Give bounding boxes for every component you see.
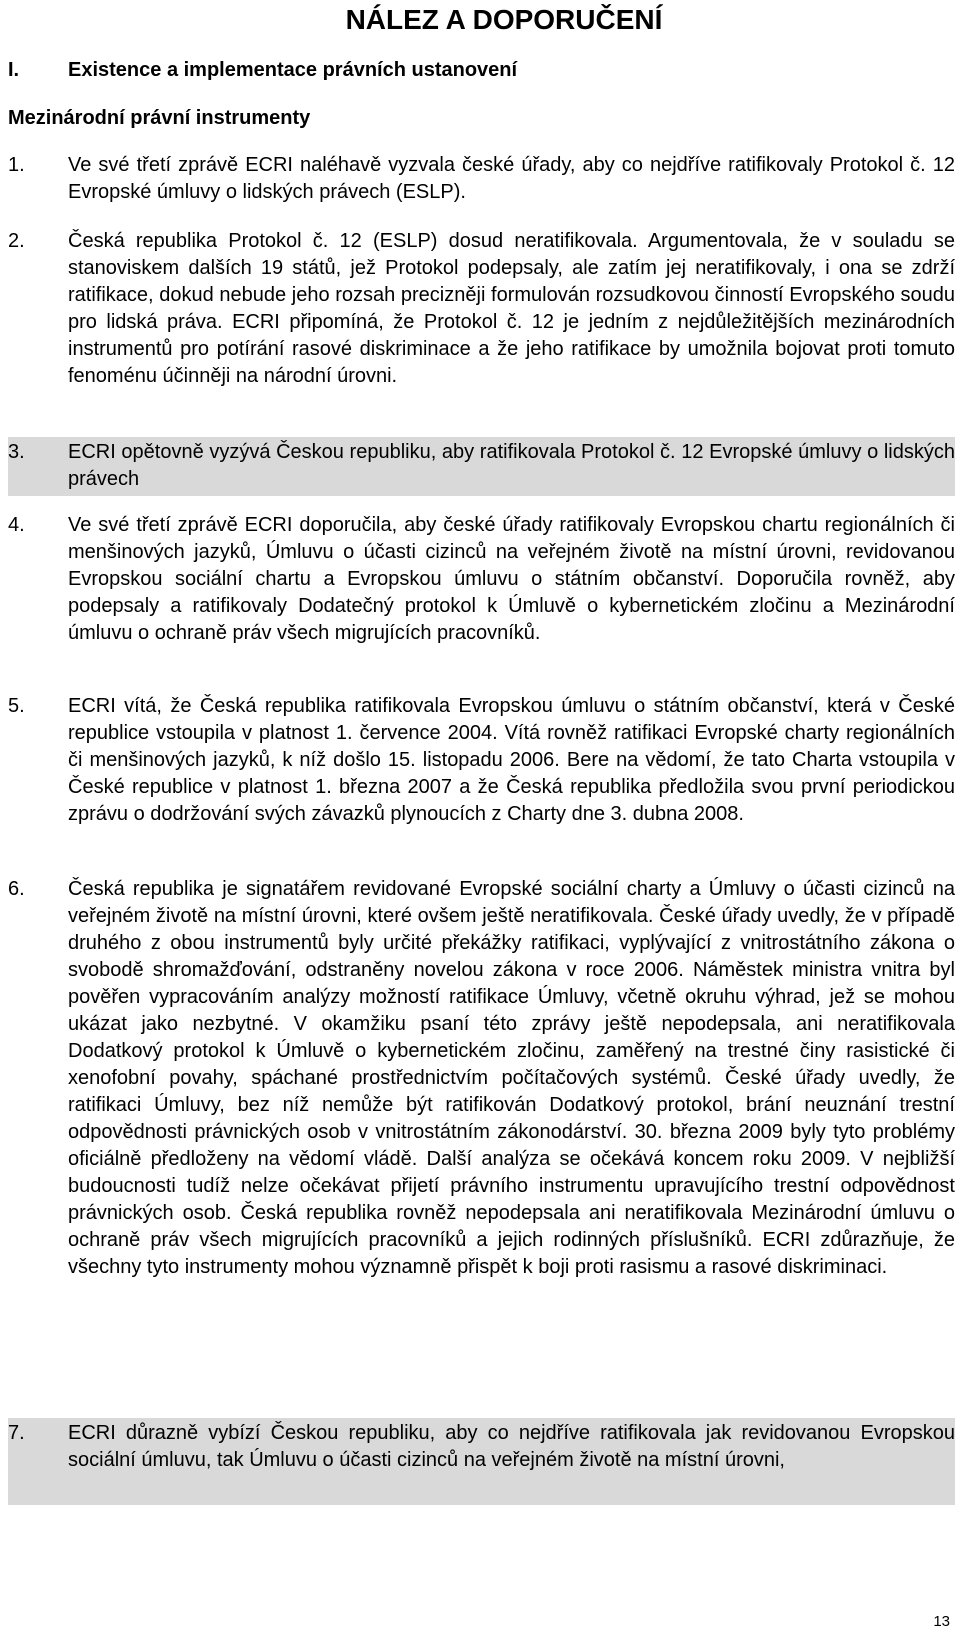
paragraph-number: 1. [8, 154, 25, 176]
paragraph-number: 2. [8, 230, 25, 252]
section-number: I. [8, 59, 20, 81]
paragraph-text: ECRI důrazně vybízí Českou republiku, aby co nejdříve ratifikovala jak revidovanou Evropskou sociální úmluvu, tak Úmluvu o účasti cizinců na veřejném životě na místní úrovni, [68, 1422, 955, 1471]
paragraph-text: ECRI opětovně vyzývá Českou republiku, aby ratifikovala Protokol č. 12 Evropské úmluvy o lidských právech [68, 441, 955, 490]
paragraph-3-recommendation [8, 437, 955, 496]
paragraph-number: 5. [8, 695, 25, 717]
paragraph-2 [8, 228, 955, 390]
subsection-heading: Mezinárodní právní instrumenty [8, 107, 311, 129]
page-title: NÁLEZ A DOPORUČENÍ [345, 4, 663, 35]
paragraph-number: 6. [8, 878, 25, 900]
section-heading [8, 55, 517, 85]
paragraph-5 [8, 693, 955, 828]
paragraph-7-recommendation [8, 1418, 955, 1505]
section-label: Existence a implementace právních ustanovení [68, 59, 518, 81]
paragraph-4 [8, 512, 955, 647]
paragraph-number: 7. [8, 1422, 25, 1444]
paragraph-6 [8, 876, 955, 1281]
paragraph-text: Ve své třetí zprávě ECRI naléhavě vyzvala české úřady, aby co nejdříve ratifikovaly Protokol č. 12 Evropské úmluvy o lidských právech (ESLP). [68, 154, 955, 203]
paragraph-text: Česká republika je signatářem revidované Evropské sociální charty a Úmluvy o účasti cizinců na veřejném životě na místní úrovni, které ovšem ještě neratifikovala. České úřady uvedly, že v případě druhého z obou instrumentů byly určité překážky ratifikaci, vyplývající z vnitrostátního zákona o svobodě shromažďování, odstraněny novelou zákona v roce 2006. Náměstek ministra vnitra byl pověřen vypracováním analýzy možností ratifikace Úmluvy, včetně okruhu výhrad, jež se mohou ukázat jako nezbytné. V okamžiku psaní této zprávy ještě nepodepsala, ani neratifikovala Dodatkový protokol k Úmluvě o kybernetickém zločinu, zaměřený na trestné činy rasistické či xenofobní povahy, spáchané prostřednictvím počítačových systémů. České úřady uvedly, že ratifikaci Úmluvy, bez níž nemůže být ratifikován Dodatkový protokol, brání neuznání trestní odpovědnosti právnických osob v vnitrostátním zákonodárství. 30. března 2009 byly tyto problémy oficiálně předloženy na vědomí vládě. Další analýza se očekává koncem roku 2009. V nejbližší budoucnosti tudíž nelze očekávat přijetí právního instrumentu upravujícího trestní odpovědnost právnických osob. Česká republika rovněž nepodepsala ani neratifikovala Mezinárodní úmluvu o ochraně práv všech migrujících pracovníků a jejich rodinných příslušníků. ECRI zdůrazňuje, že všechny tyto instrumenty mohou významně přispět k boji proti rasismu a rasové diskriminaci. [68, 878, 955, 1278]
paragraph-1 [8, 152, 955, 206]
paragraph-text: Ve své třetí zprávě ECRI doporučila, aby české úřady ratifikovaly Evropskou chartu regionálních či menšinových jazyků, Úmluvu o účasti cizinců na veřejném životě na místní úrovni, revidovanou Evropskou sociální chartu a Evropskou úmluvu o státním občanství. Doporučila rovněž, aby podepsaly a ratifikovaly Dodatečný protokol k Úmluvě o kybernetickém zločinu a Mezinárodní úmluvu o ochraně práv všech migrujících pracovníků. [68, 514, 955, 644]
paragraph-text: Česká republika Protokol č. 12 (ESLP) dosud neratifikovala. Argumentovala, že v souladu se stanoviskem dalších 19 států, jež Protokol podepsaly, ale zatím jej neratifikovaly, i ona se zdrží ratifikace, dokud nebude jeho rozsah precizněji formulován rozsudkovou činností Evropského soudu pro lidská práva. ECRI připomíná, že Protokol č. 12 je jedním z nejdůležitějších mezinárodních instrumentů pro potírání rasové diskriminace a že jeho ratifikace by umožnila bojovat proti tomuto fenoménu účinněji na národní úrovni. [68, 230, 955, 387]
paragraph-number: 3. [8, 441, 25, 463]
page-number: 13 [933, 1613, 950, 1630]
paragraph-number: 4. [8, 514, 25, 536]
paragraph-text: ECRI vítá, že Česká republika ratifikovala Evropskou úmluvu o státním občanství, která v České republice vstoupila v platnost 1. července 2004. Vítá rovněž ratifikaci Evropské charty regionálních či menšinových jazyků, k níž došlo 15. listopadu 2006. Bere na vědomí, že tato Charta vstoupila v České republice v platnost 1. března 2007 a že Česká republika předložila svou první periodickou zprávu o dodržování svých závazků plynoucích z Charty dne 3. dubna 2008. [68, 695, 955, 825]
